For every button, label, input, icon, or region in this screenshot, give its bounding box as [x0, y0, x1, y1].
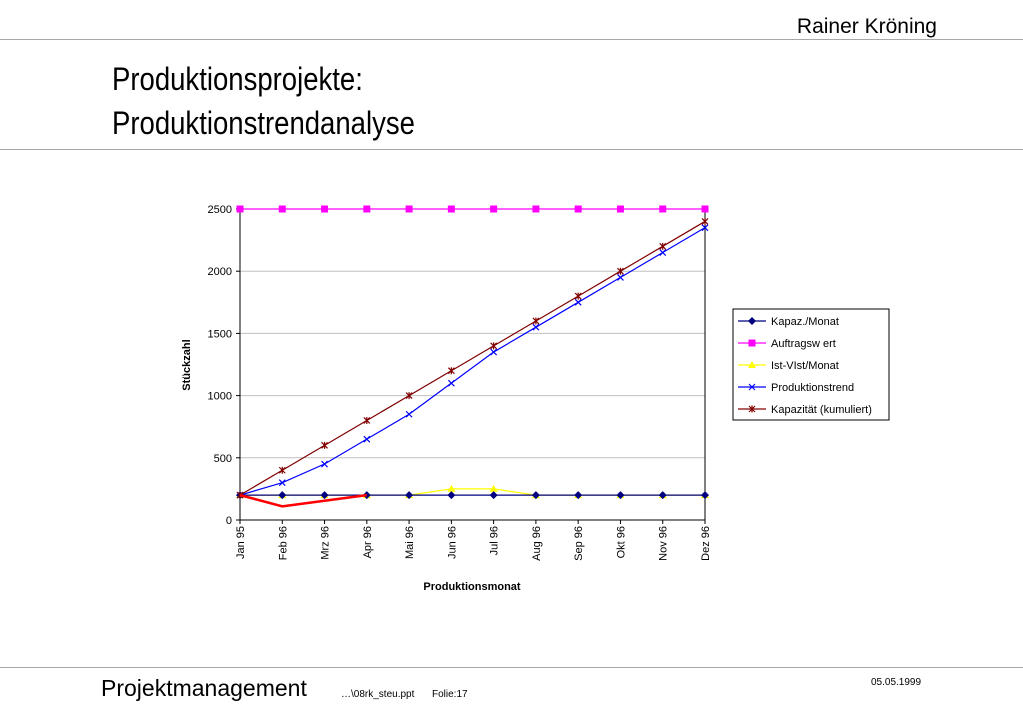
x-tick-label: Aug 96: [530, 526, 543, 561]
x-tick-label: Jun 96: [446, 526, 459, 560]
legend-marker: [749, 340, 756, 347]
y-tick-label: 500: [213, 452, 232, 465]
y-axis-title: Stückzahl: [181, 339, 193, 391]
x-tick-label: Dez 96: [700, 526, 712, 561]
data-point: [448, 367, 454, 374]
data-point: [490, 491, 498, 499]
footer-file-path: …\08rk_steu.ppt: [341, 689, 415, 700]
footer-course: Projektmanagement: [101, 675, 307, 701]
footer-slide-number: Folie:17: [432, 689, 468, 700]
data-point: [364, 436, 370, 442]
data-point: [279, 467, 285, 474]
x-tick-label: Feb 96: [277, 526, 290, 561]
data-point: [533, 324, 539, 330]
x-tick-label: Mai 96: [404, 526, 417, 560]
data-point: [575, 293, 581, 300]
data-point: [702, 218, 708, 225]
data-point: [660, 243, 666, 250]
data-point: [532, 206, 539, 213]
author-name: Rainer Kröning: [796, 15, 937, 38]
series-line: [240, 495, 367, 506]
series-line: [240, 221, 705, 495]
x-tick-label: Sep 96: [573, 526, 586, 561]
data-point: [491, 342, 497, 349]
x-tick-label: Nov 96: [657, 526, 670, 561]
x-tick-label: Okt 96: [615, 526, 628, 559]
title-line-2: Produktionstrendanalyse: [112, 105, 415, 141]
legend-label: Ist-VIst/Monat: [771, 360, 839, 372]
data-point: [490, 206, 497, 213]
data-point: [279, 206, 286, 213]
footer-rule: [0, 667, 1023, 668]
data-point: [321, 206, 328, 213]
data-point: [363, 206, 370, 213]
x-axis-title: Produktionsmonat: [423, 581, 521, 593]
data-point: [322, 442, 328, 449]
data-point: [406, 411, 412, 417]
y-tick-label: 2000: [207, 266, 232, 279]
data-point: [406, 206, 413, 213]
data-point: [448, 380, 454, 386]
data-point: [237, 206, 244, 213]
series-line: [240, 228, 705, 495]
data-point: [533, 317, 539, 324]
series-line: [240, 489, 705, 495]
title-line-1: Produktionsprojekte:: [112, 61, 363, 97]
data-point: [659, 206, 666, 213]
data-point: [364, 417, 370, 424]
data-point: [702, 206, 709, 213]
data-point: [617, 206, 624, 213]
legend-label: Kapazität (kumuliert): [771, 404, 872, 416]
y-tick-label: 0: [225, 515, 232, 527]
y-tick-label: 1500: [207, 328, 232, 341]
legend-label: Auftragsw ert: [771, 338, 836, 350]
data-point: [448, 206, 455, 213]
data-point: [660, 250, 666, 256]
data-point: [447, 491, 455, 499]
data-point: [617, 274, 623, 280]
x-tick-label: Jan 95: [235, 526, 247, 560]
legend-label: Kapaz./Monat: [771, 316, 839, 328]
x-tick-label: Mrz 96: [319, 526, 332, 560]
data-point: [575, 299, 581, 305]
y-tick-label: 2500: [207, 204, 232, 216]
x-tick-label: Apr 96: [361, 526, 374, 559]
data-point: [322, 461, 328, 467]
data-point: [491, 349, 497, 355]
data-point: [575, 206, 582, 213]
y-tick-label: 1000: [207, 390, 232, 403]
footer-date: 05.05.1999: [871, 677, 922, 688]
legend-label: Produktionstrend: [771, 382, 855, 394]
x-tick-label: Jul 96: [488, 526, 501, 556]
